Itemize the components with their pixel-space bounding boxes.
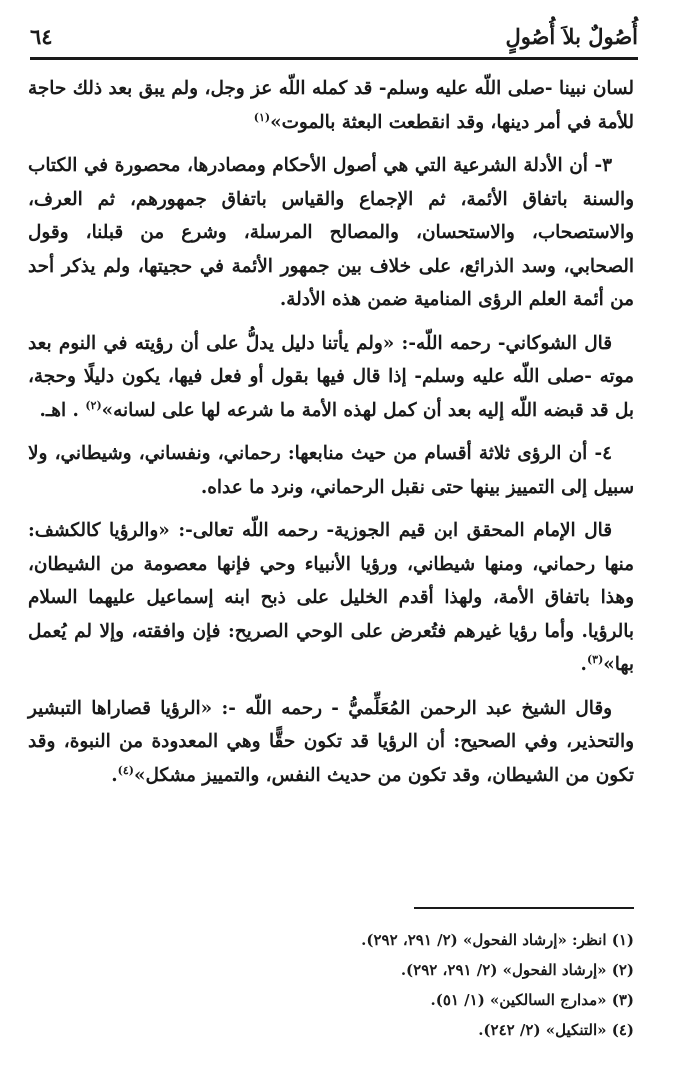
footnote-4: (٤) «التنكيل» (٢/ ٢٤٢).	[478, 1021, 634, 1039]
footnote-3: (٣) «مدارج السالكين» (١/ ٥١).	[430, 991, 634, 1009]
paragraph-2: ٣- أن الأدلة الشرعية التي هي أصول الأحكام ومصادرها، محصورة في الكتاب والسنة باتفاق الأئمة، ثم الإجماع والقياس باتفاق جمهورهم، ثم العرف، والاستصحاب، والاستحسان، والمصالح المرسلة، وشرع من قبلنا، وقول الصحابي، وسد الذرائع، على خلاف بين جمهور الأئمة في حجيتها، ولم يذكر أحد من أئمة العلم الرؤى المنامية ضمن هذه الأدلة.	[28, 155, 634, 310]
footnote-ref-2[interactable]: (٢)	[85, 398, 102, 412]
paragraph-6: وقال الشيخ عبد الرحمن المُعَلِّميُّ - رحمه اللّه -: «الرؤيا قصاراها التبشير والتحذير، وفي الصحيح: أن الرؤيا قد تكون حقًّا وهي المعدودة من النبوة، وقد تكون من الشيطان، وقد تكون من حديث النفس، والتمييز مشكل»$^{(٤)}$.	[28, 697, 634, 786]
paragraph-5: قال الإمام المحقق ابن قيم الجوزية- رحمه اللّه تعالى-: «والرؤيا كالكشف: منها رحماني، ومنها شيطاني، ورؤيا الأنبياء وحي فإنها معصومة من الشيطان، وهذا باتفاق الأمة، ولهذا أقدم الخليل على ذبح ابنه إسماعيل عليهما السلام بالرؤيا. وأما رؤيا غيرهم فتُعرض على الوحي الصريح: فإن وافقته، وإلا لم يُعمل بها»$^{(٣)}$.	[28, 520, 634, 675]
paragraph-4: ٤- أن الرؤى ثلاثة أقسام من حيث منابعها: رحماني، ونفساني، وشيطاني، ولا سبيل إلى التمييز بينها حتى نقبل الرحماني، ونرد ما عداه.	[28, 443, 634, 498]
footnote-ref-4[interactable]: (٤)	[117, 763, 134, 777]
header-rule	[30, 57, 638, 60]
running-title: أُصُولٌ بلاَ أُصُولٍ	[505, 24, 638, 49]
page-number: ٦٤	[30, 24, 53, 49]
footnote-1: (١) انظر: «إرشاد الفحول» (٢/ ٢٩١، ٢٩٢).	[361, 931, 634, 949]
paragraph-3: قال الشوكاني- رحمه اللّه-: «ولم يأتنا دليل يدلُّ على أن رؤيته في النوم بعد موته -صلى اللّه عليه وسلم- إذا قال فيها بقول أو فعل فيها، يكون دليلًا وحجة، بل قد قبضه اللّه إليه بعد أن كمل لهذه الأمة ما شرعه لها على لسانه»$^{(٢)}$ . اهـ.	[28, 332, 634, 421]
main-text	[28, 72, 634, 802]
page-header	[30, 22, 638, 60]
footnote-ref-1[interactable]: (١)	[253, 110, 271, 124]
footnotes	[40, 925, 634, 1045]
footnote-2: (٢) «إرشاد الفحول» (٢/ ٢٩١، ٢٩٢).	[400, 961, 634, 979]
footnote-separator	[414, 907, 634, 909]
footnote-ref-3[interactable]: (٣)	[586, 652, 604, 666]
paragraph-1: لسان نبينا -صلى اللّه عليه وسلم- قد كمله اللّه عز وجل، ولم يبق بعد ذلك حاجة للأمة في أمر دينها، وقد انقطعت البعثة بالموت»$^{(١)}$	[28, 78, 634, 133]
